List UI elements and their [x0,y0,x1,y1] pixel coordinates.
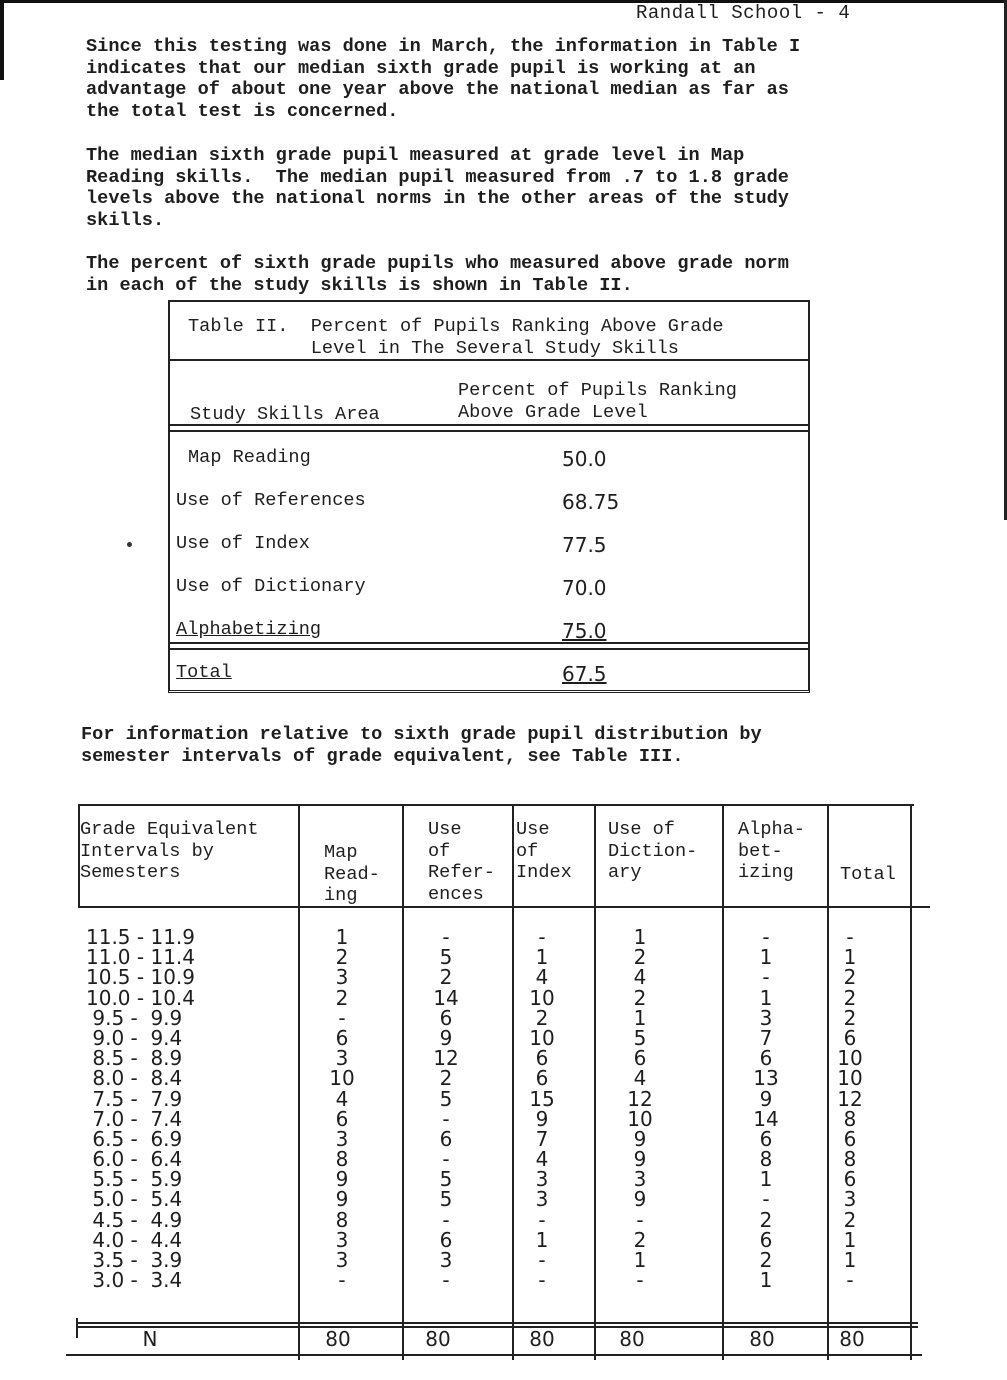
scan-border-top [0,0,1007,3]
use-of-dictionary-cell: 10 [627,1106,653,1131]
map-reading-cell: - [338,1005,346,1030]
scan-border-left [0,0,4,80]
header-use-of-references: Use of Refer- ences [428,819,495,905]
use-of-index-cell: 6 [535,1046,549,1071]
map-reading-cell: 2 [335,985,349,1010]
map-reading-cell: 3 [335,965,349,990]
alphabetizing-cell: 9 [759,1086,773,1111]
map-reading-cell: 8 [335,1207,349,1232]
table-ii-caption-rule [170,359,808,361]
table-ii-header-percent: Percent of Pupils Ranking Above Grade Level [458,380,737,423]
interval-cell: 8.0 - 8.4 [86,1066,183,1091]
map-reading-cell: 4 [335,1086,349,1111]
use-of-references-cell: 5 [439,1167,453,1192]
interval-cell: 7.5 - 7.9 [86,1086,183,1111]
alphabetizing-cell: 6 [759,1227,773,1252]
stray-mark [127,542,132,547]
alphabetizing-cell: 3 [759,1005,773,1030]
interval-cell: 5.0 - 5.4 [86,1187,183,1212]
use-of-dictionary-cell: 5 [633,1025,647,1050]
interval-cell: 6.5 - 6.9 [86,1126,183,1151]
use-of-index-cell: 10 [529,1025,555,1050]
total-cell: 2 [843,965,857,990]
n-label: N [142,1327,158,1351]
n-use-of-dictionary: 80 [619,1327,645,1351]
table-iii-n-rule-top [76,1322,918,1324]
use-of-references-cell: 6 [439,1227,453,1252]
column-use-of-references [418,925,474,1293]
use-of-references-cell: - [442,1106,450,1131]
use-of-references-cell: 5 [439,1086,453,1111]
use-of-dictionary-cell: 9 [633,1147,647,1172]
map-reading-cell: 1 [335,925,349,949]
total-cell: 10 [837,1066,863,1091]
table-ii-caption: Table II. Percent of Pupils Ranking Above Grade Level in The Several Study Skills [188,316,724,359]
map-reading-cell: 3 [335,1227,349,1252]
use-of-index-cell: 1 [535,1227,549,1252]
total-cell: 8 [843,1106,857,1131]
use-of-dictionary-cell: - [636,1207,644,1232]
use-of-index-cell: 7 [535,1126,549,1151]
header-total: Total [840,864,896,885]
map-reading-cell: 6 [335,1025,349,1050]
n-total: 80 [839,1327,865,1351]
use-of-references-cell: 6 [439,1005,453,1030]
map-reading-cell: 3 [335,1126,349,1151]
use-of-dictionary-cell: 4 [633,965,647,990]
interval-cell: 8.5 - 8.9 [86,1046,183,1071]
use-of-references-cell: 2 [439,965,453,990]
interval-cell: 4.0 - 4.4 [86,1227,183,1252]
paragraph-map-reading: The median sixth grade pupil measured at grade level in Map Reading skills. The median pupil measured from .7 to 1.8 grade levels above the national norms in the other areas of the study skills. [86,145,789,231]
use-of-references-cell: 12 [433,1046,459,1071]
map-reading-cell: 9 [335,1187,349,1212]
map-reading-cell: 3 [335,1248,349,1272]
alphabetizing-cell: 2 [759,1248,773,1272]
use-of-index-cell: - [538,1268,546,1293]
use-of-dictionary-cell: 2 [633,945,647,970]
use-of-index-cell: 9 [535,1106,549,1131]
use-of-index-cell: 3 [535,1167,549,1192]
table-iii-n-rule-top2 [76,1326,918,1328]
use-of-dictionary-cell: 1 [633,1248,647,1272]
total-cell: 1 [843,1248,857,1272]
use-of-index-cell: 6 [535,1066,549,1091]
table-iii-vrule [76,1318,78,1338]
alphabetizing-cell: 13 [753,1066,779,1091]
row-area: Use of Index [176,533,310,554]
table-row [170,576,808,606]
column-map-reading [314,925,370,1293]
use-of-dictionary-cell: 1 [633,925,647,949]
interval-cell: 3.0 - 3.4 [86,1268,183,1293]
total-cell: 6 [843,1167,857,1192]
use-of-references-cell: - [442,925,450,949]
table-iii-vrule [594,804,596,1360]
paragraph-table2-intro: The percent of sixth grade pupils who measured above grade norm in each of the study skills is shown in Table II. [86,253,789,296]
map-reading-cell: 9 [335,1167,349,1192]
use-of-index-cell: 4 [535,1147,549,1172]
n-use-of-references: 80 [425,1327,451,1351]
map-reading-cell: 3 [335,1046,349,1071]
map-reading-cell: 8 [335,1147,349,1172]
interval-cell: 9.0 - 9.4 [86,1025,183,1050]
use-of-index-cell: 10 [529,985,555,1010]
interval-cell: 5.5 - 5.9 [86,1167,183,1192]
total-cell: 1 [843,945,857,970]
use-of-dictionary-cell: 9 [633,1126,647,1151]
alphabetizing-cell: 7 [759,1025,773,1050]
interval-cell: 4.5 - 4.9 [86,1207,183,1232]
n-use-of-index: 80 [529,1327,555,1351]
alphabetizing-cell: - [762,965,770,990]
table-row [170,447,808,477]
table-iii-vrule [722,804,724,1360]
alphabetizing-cell: 14 [753,1106,779,1131]
use-of-dictionary-cell: 6 [633,1046,647,1071]
table-row-total [170,662,808,692]
interval-cell: 3.5 - 3.9 [86,1248,183,1272]
n-map-reading: 80 [325,1327,351,1351]
use-of-dictionary-cell: - [636,1268,644,1293]
map-reading-cell: - [338,1268,346,1293]
use-of-index-cell: 3 [535,1187,549,1212]
use-of-references-cell: 9 [439,1025,453,1050]
total-cell: 10 [837,1046,863,1071]
use-of-index-cell: - [538,1207,546,1232]
use-of-index-cell: - [538,1248,546,1272]
map-reading-cell: 6 [335,1106,349,1131]
use-of-references-cell: - [442,1207,450,1232]
total-cell: 3 [843,1187,857,1212]
header-map-reading: Map Read- ing [324,842,380,906]
interval-cell: 9.5 - 9.9 [86,1005,183,1030]
row-area: Alphabetizing [176,619,322,640]
alphabetizing-cell: - [762,1187,770,1212]
paragraph-table3-intro: For information relative to sixth grade pupil distribution by semester intervals of grade equivalent, see Table III. [81,724,762,767]
alphabetizing-cell: 6 [759,1126,773,1151]
use-of-index-cell: 15 [529,1086,555,1111]
page-header: Randall School - 4 [636,2,851,24]
header-use-of-dictionary: Use of Diction- ary [608,819,698,883]
use-of-dictionary-cell: 2 [633,985,647,1010]
total-cell: 8 [843,1147,857,1172]
total-cell: 2 [843,1207,857,1232]
column-use-of-index [514,925,570,1293]
total-cell: 1 [843,1227,857,1252]
row-percent: 50.0 [562,447,607,471]
use-of-references-cell: 5 [439,945,453,970]
interval-cell: 10.0 - 10.4 [86,985,195,1010]
table-ii-top-rule [170,300,808,302]
alphabetizing-cell: 8 [759,1147,773,1172]
n-alphabetizing: 80 [749,1327,775,1351]
use-of-references-cell: - [442,1268,450,1293]
table-ii-total-rule [170,642,808,650]
table-row [170,533,808,563]
interval-cell: 10.5 - 10.9 [86,965,195,990]
header-alphabetizing: Alpha- bet- izing [738,819,805,883]
use-of-index-cell: 2 [535,1005,549,1030]
total-cell: 12 [837,1086,863,1111]
use-of-dictionary-cell: 4 [633,1066,647,1091]
use-of-index-cell: - [538,925,546,949]
use-of-index-cell: 4 [535,965,549,990]
header-use-of-index: Use of Index [516,819,572,883]
total-cell: 6 [843,1025,857,1050]
paragraph-median-advantage: Since this testing was done in March, the information in Table I indicates that our median sixth grade pupil is working at an advantage of about one year above the national median as far as the total test is concerned. [86,36,801,122]
use-of-references-cell: 2 [439,1066,453,1091]
column-use-of-dictionary [612,925,668,1293]
total-cell: 2 [843,985,857,1010]
use-of-references-cell: 3 [439,1248,453,1272]
alphabetizing-cell: 1 [759,1167,773,1192]
row-area: Total [176,662,232,683]
table-iii-vrule [910,804,912,1360]
interval-cell: 11.5 - 11.9 [86,925,195,949]
alphabetizing-cell: 2 [759,1207,773,1232]
use-of-references-cell: - [442,1147,450,1172]
alphabetizing-cell: 6 [759,1046,773,1071]
table-ii [168,300,810,693]
row-area: Use of Dictionary [176,576,366,597]
table-ii-header-area: Study Skills Area [190,404,380,425]
use-of-references-cell: 6 [439,1126,453,1151]
use-of-dictionary-cell: 12 [627,1086,653,1111]
row-percent: 77.5 [562,533,607,557]
column-alphabetizing [738,925,794,1293]
total-cell: 6 [843,1126,857,1151]
row-area: Map Reading [188,447,311,468]
use-of-dictionary-cell: 9 [633,1187,647,1212]
row-percent: 70.0 [562,576,607,600]
total-cell: 2 [843,1005,857,1030]
interval-cell: 7.0 - 7.4 [86,1106,183,1131]
use-of-references-cell: 14 [433,985,459,1010]
row-area: Use of References [176,490,366,511]
row-percent: 75.0 [562,619,607,643]
column-total [822,925,878,1293]
table-iii-header-rule [78,906,930,908]
alphabetizing-cell: 1 [759,985,773,1010]
table-iii-vrule [298,804,300,1360]
alphabetizing-cell: 1 [759,945,773,970]
alphabetizing-cell: 1 [759,1268,773,1293]
use-of-dictionary-cell: 1 [633,1005,647,1030]
table-iii-top-rule [78,804,914,806]
header-grade-interval: Grade Equivalent Intervals by Semesters [80,819,259,883]
row-percent: 67.5 [562,662,607,686]
use-of-dictionary-cell: 2 [633,1227,647,1252]
use-of-index-cell: 1 [535,945,549,970]
row-percent: 68.75 [562,490,620,514]
interval-cell: 11.0 - 11.4 [86,945,195,970]
map-reading-cell: 10 [329,1066,355,1091]
interval-cell: 6.0 - 6.4 [86,1147,183,1172]
alphabetizing-cell: - [762,925,770,949]
total-cell: - [846,925,854,949]
total-cell: - [846,1268,854,1293]
map-reading-cell: 2 [335,945,349,970]
use-of-references-cell: 5 [439,1187,453,1212]
use-of-dictionary-cell: 3 [633,1167,647,1192]
table-row [170,490,808,520]
table-iii-vrule [402,804,404,1360]
column-grade-intervals [86,925,236,1293]
table-iii-bottom-rule [66,1354,922,1356]
table-ii-header-rule [170,424,808,432]
